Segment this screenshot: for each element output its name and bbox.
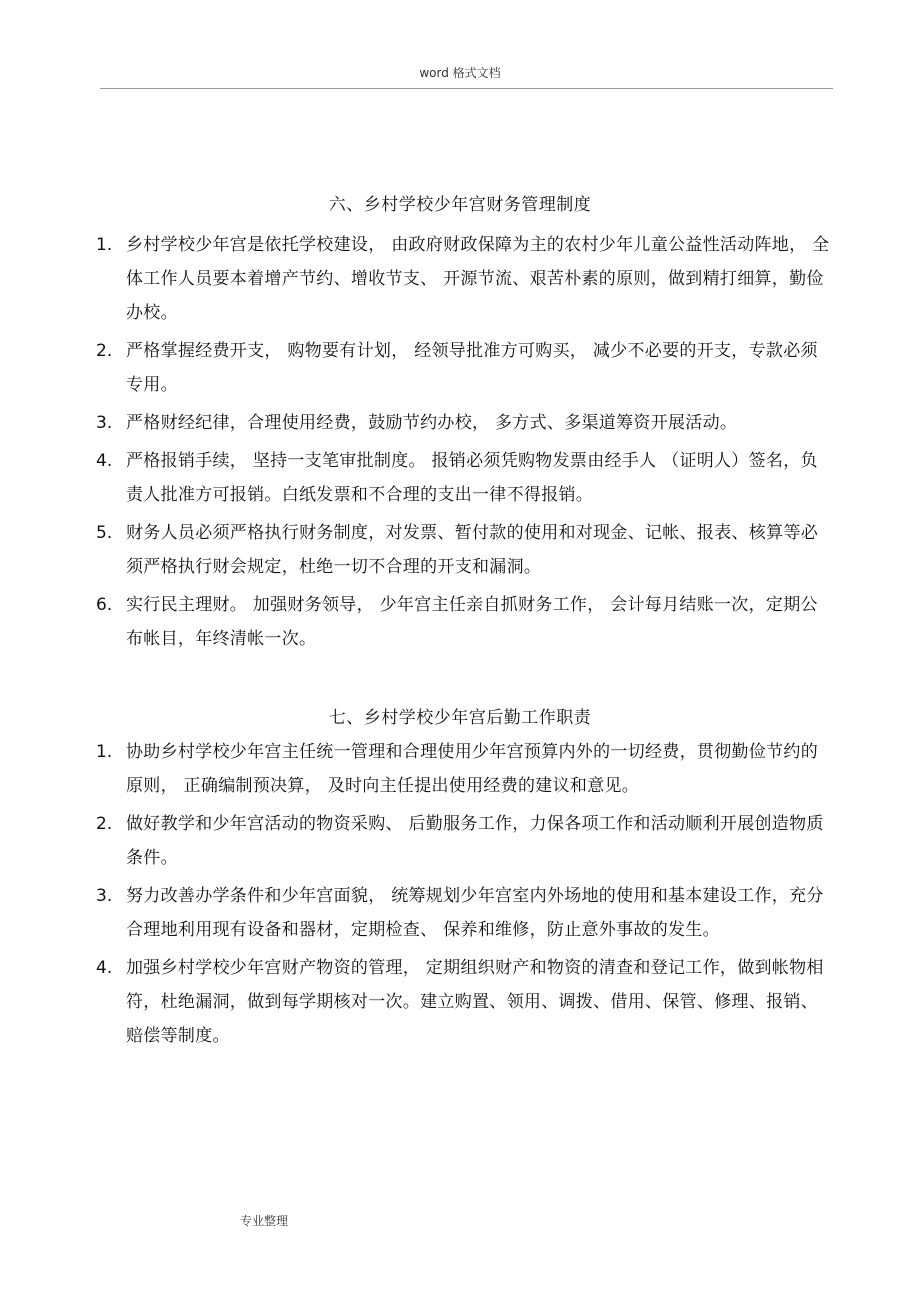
page-footer: 专业整理	[240, 1214, 289, 1228]
item-number: 4.	[96, 958, 113, 978]
list-item	[96, 735, 832, 803]
list-item	[96, 588, 832, 656]
item-number: 3.	[96, 886, 113, 906]
item-text: 严格报销手续， 坚持一支笔审批制度。 报销必须凭购物发票由经手人 （证明人）签名，负责人批准方可报销。白纸发票和不合理的支出一律不得报销。	[126, 451, 818, 505]
item-number: 4.	[96, 451, 113, 471]
item-text: 实行民主理财。 加强财务领导， 少年宫主任亲自抓财务工作， 会计每月结账一次，定期公布帐目，年终清帐一次。	[126, 595, 818, 649]
header-divider	[100, 88, 833, 89]
list-item	[96, 228, 832, 330]
list-item	[96, 807, 832, 875]
item-text: 协助乡村学校少年宫主任统一管理和合理使用少年宫预算内外的一切经费，贯彻勤俭节约的原则， 正确编制预决算， 及时向主任提出使用经费的建议和意见。	[126, 742, 818, 796]
item-text: 严格掌握经费开支， 购物要有计划， 经领导批准方可购买， 减少不必要的开支，专款必须专用。	[126, 341, 818, 395]
item-number: 1.	[96, 742, 113, 762]
item-text: 财务人员必须严格执行财务制度，对发票、暂付款的使用和对现金、记帐、报表、核算等必须严格执行财会规定，杜绝一切不合理的开支和漏洞。	[126, 523, 818, 577]
finance-rules-list	[96, 228, 832, 656]
item-text: 严格财经纪律，合理使用经费，鼓励节约办校， 多方式、多渠道筹资开展活动。	[126, 413, 738, 433]
list-item	[96, 444, 832, 512]
item-number: 3.	[96, 413, 113, 433]
item-text: 加强乡村学校少年宫财产物资的管理， 定期组织财产和物资的清查和登记工作，做到帐物相符，杜绝漏洞，做到每学期核对一次。建立购置、领用、调拨、借用、保管、修理、报销、赔偿等制度。	[126, 958, 824, 1046]
item-number: 2.	[96, 814, 113, 834]
section-title-logistics: 七、乡村学校少年宫后勤工作职责	[328, 708, 592, 728]
logistics-duties-list	[96, 735, 832, 1053]
page-header: word 格式文档	[419, 66, 501, 80]
item-number: 1.	[96, 235, 113, 255]
list-item	[96, 951, 832, 1053]
item-text: 乡村学校少年宫是依托学校建设， 由政府财政保障为主的农村少年儿童公益性活动阵地， 全体工作人员要本着增产节约、增收节支、 开源节流、艰苦朴素的原则，做到精打细算，勤俭办校。	[126, 235, 830, 323]
list-item	[96, 334, 832, 402]
list-item	[96, 406, 832, 440]
list-item	[96, 516, 832, 584]
item-text: 做好教学和少年宫活动的物资采购、 后勤服务工作，力保各项工作和活动顺利开展创造物质条件。	[126, 814, 824, 868]
section-title-finance: 六、乡村学校少年宫财务管理制度	[328, 195, 592, 215]
item-number: 6.	[96, 595, 113, 615]
list-item	[96, 879, 832, 947]
item-number: 5.	[96, 523, 113, 543]
item-number: 2.	[96, 341, 113, 361]
item-text: 努力改善办学条件和少年宫面貌， 统筹规划少年宫室内外场地的使用和基本建设工作，充分合理地利用现有设备和器材，定期检查、 保养和维修，防止意外事故的发生。	[126, 886, 824, 940]
